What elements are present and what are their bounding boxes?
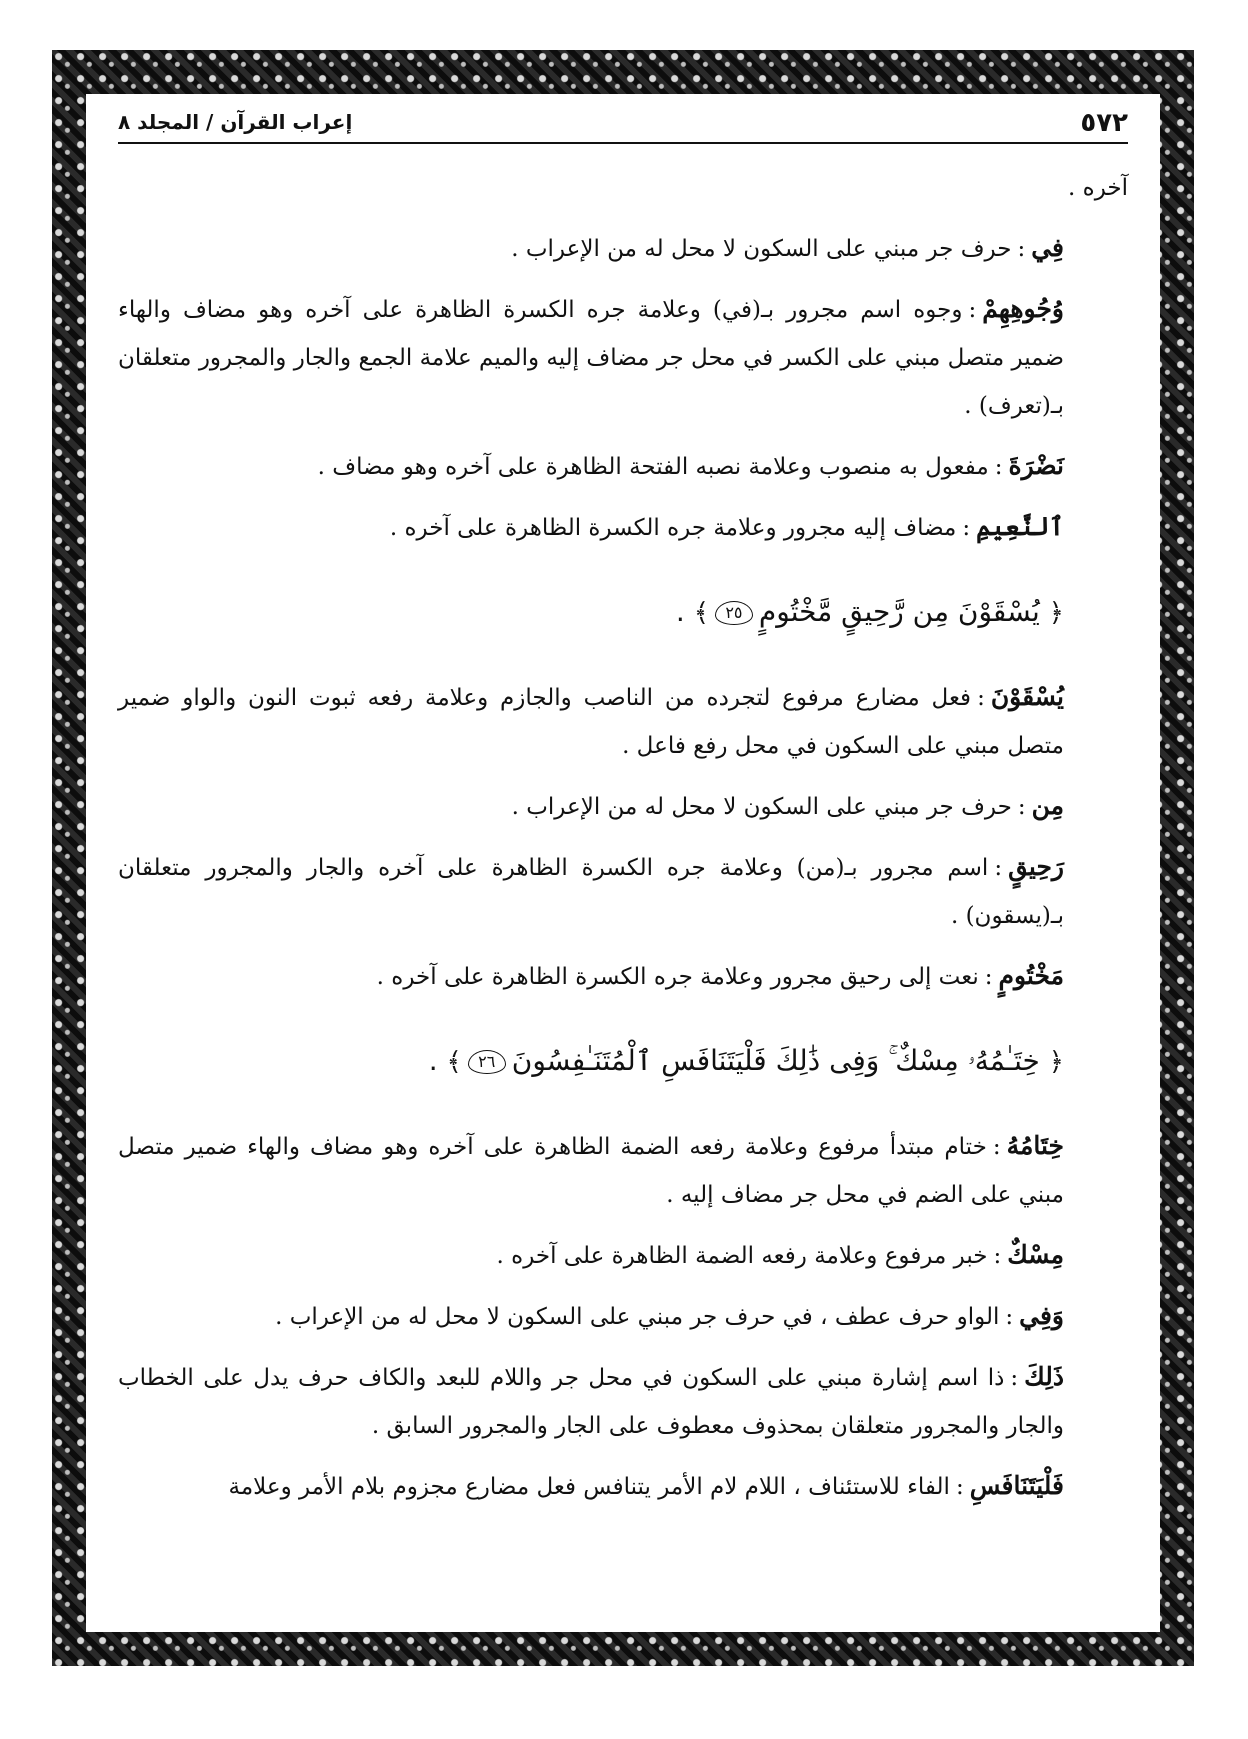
page-header [118,94,1128,144]
entry-text: خبر مرفوع وعلامة رفعه الضمة الظاهرة على آخره . [496,1243,988,1269]
entry-nadrata: نَضْرَةَ:مفعول به منصوب وعلامة نصبه الفتحة الظاهرة على آخره وهو مضاف . [317,451,1064,480]
entry-term: مَخْتُومٍ [998,961,1064,990]
entry-text: مفعول به منصوب وعلامة نصبه الفتحة الظاهرة على آخره وهو مضاف . [317,454,989,480]
entry-term: فَلْيَتَنَافَسِ [969,1471,1064,1500]
entry-text: فعل مضارع مرفوع لتجرده من الناصب والجازم وعلامة رفعه ثبوت النون والواو ضمير متصل مبني على السكون في محل رفع فاعل . [118,685,1064,759]
verse-text: خِتَـٰمُهُۥ مِسْكٌ ۚ وَفِى ذَٰلِكَ فَلْيَتَنَافَسِ ٱلْمُتَنَـٰفِسُونَ [511,1044,1040,1077]
entry-text: اسم مجرور بـ(من) وعلامة جره الكسرة الظاهرة على آخره والجار والمجرور متعلقان بـ(يسقون) . [118,855,1064,929]
entry-term: وَفِي [1019,1301,1064,1330]
entry-term: يُسْقَوْنَ [990,682,1064,711]
entry-term: ذَلِكَ [1024,1362,1064,1391]
entry-wafi: وَفِي:الواو حرف عطف ، في حرف جر مبني على السكون لا محل له من الإعراب . [275,1301,1064,1330]
entry-text: حرف جر مبني على السكون لا محل له من الإعراب . [511,794,1012,820]
verse-open-bracket: ﴿ [1048,1047,1064,1077]
header-rule [118,142,1128,144]
quran-verse-25: ﴿ يُسْقَوْنَ مِن رَّحِيقٍ مَّخْتُومٍ٢٥﴾ . [675,595,1064,628]
page-number: ٥٧٢ [1080,108,1128,138]
entry-term: نَضْرَةَ [1008,451,1064,480]
verse-text: يُسْقَوْنَ مِن رَّحِيقٍ مَّخْتُومٍ [758,595,1040,628]
paragraph: آخره . [1068,175,1128,201]
running-title: إعراب القرآن / المجلد ٨ [118,110,353,134]
entry-khitamuhu: خِتَامُهُ:ختام مبتدأ مرفوع وعلامة رفعه الضمة الظاهرة على آخره وهو مضاف والهاء ضمير متصل مبني على الضم في محل جر مضاف إليه . [118,1131,1064,1208]
entry-text: نعت إلى رحيق مجرور وعلامة جره الكسرة الظاهرة على آخره . [376,964,979,990]
entry-fi: فِي:حرف جر مبني على السكون لا محل له من الإعراب . [511,233,1064,262]
verse-open-bracket: ﴿ [1048,598,1064,628]
entry-text: ذا اسم إشارة مبني على السكون في محل جر واللام للبعد والكاف حرف يدل على الخطاب والجار والمجرور متعلقان بمحذوف معطوف على الجار والمجرور السابق . [118,1365,1064,1439]
verse-close-bracket: ﴾ [693,598,709,628]
entry-text: مضاف إليه مجرور وعلامة جره الكسرة الظاهرة على آخره . [389,515,957,541]
entry-min: مِن:حرف جر مبني على السكون لا محل له من الإعراب . [511,791,1064,820]
ayah-number-marker: ٢٦ [468,1050,506,1074]
entry-text: حرف جر مبني على السكون لا محل له من الإعراب . [511,236,1012,262]
entry-term: فِي [1031,233,1064,262]
entry-term: مِسْكٌ [1007,1240,1064,1269]
entry-text: الواو حرف عطف ، في حرف جر مبني على السكون لا محل له من الإعراب . [275,1304,1000,1330]
entry-text: وجوه اسم مجرور بـ(في) وعلامة جره الكسرة الظاهرة على آخره وهو مضاف والهاء ضمير متصل مبني على الكسر في محل جر مضاف إليه والميم علامة الجمع والجار والمجرور متعلقان بـ(تعرف) . [118,297,1064,419]
page-body [118,144,1128,1511]
entry-term: رَحِيقٍ [1008,852,1064,881]
verse-close-bracket: ﴾ [446,1047,462,1077]
entry-dhalika: ذَلِكَ:ذا اسم إشارة مبني على السكون في محل جر واللام للبعد والكاف حرف يدل على الخطاب والجار والمجرور متعلقان بمحذوف معطوف على الجار والمجرور السابق . [118,1362,1064,1439]
entry-text: ختام مبتدأ مرفوع وعلامة رفعه الضمة الظاهرة على آخره وهو مضاف والهاء ضمير متصل مبني على الضم في محل جر مضاف إليه . [118,1134,1064,1208]
entry-falyatanafas: فَلْيَتَنَافَسِ:الفاء للاستئناف ، اللام لام الأمر يتنافس فعل مضارع مجزوم بلام الأمر وعلامة [228,1471,1064,1500]
entry-annaim: ٱلنَّعِيمِ:مضاف إليه مجرور وعلامة جره الكسرة الظاهرة على آخره . [389,512,1064,541]
entry-wujuhihim: وُجُوهِهِمْ:وجوه اسم مجرور بـ(في) وعلامة جره الكسرة الظاهرة على آخره وهو مضاف والهاء ضمير متصل مبني على الكسر في محل جر مضاف إليه والميم علامة الجمع والجار والمجرور متعلقان بـ(تعرف) . [118,294,1064,419]
quran-verse-26: ﴿ خِتَـٰمُهُۥ مِسْكٌ ۚ وَفِى ذَٰلِكَ فَلْيَتَنَافَسِ ٱلْمُتَنَـٰفِسُونَ٢٦﴾ . [428,1044,1064,1077]
entry-term: مِن [1031,791,1064,820]
entry-text: الفاء للاستئناف ، اللام لام الأمر يتنافس فعل مضارع مجزوم بلام الأمر وعلامة [228,1474,950,1500]
ayah-number-marker: ٢٥ [715,601,753,625]
entry-makhtum: مَخْتُومٍ:نعت إلى رحيق مجرور وعلامة جره الكسرة الظاهرة على آخره . [376,961,1064,990]
entry-term: خِتَامُهُ [1006,1131,1064,1160]
entry-miskun: مِسْكٌ:خبر مرفوع وعلامة رفعه الضمة الظاهرة على آخره . [496,1240,1064,1269]
entry-term: وُجُوهِهِمْ [982,294,1064,323]
entry-yusqawna: يُسْقَوْنَ:فعل مضارع مرفوع لتجرده من الناصب والجازم وعلامة رفعه ثبوت النون والواو ضمير متصل مبني على السكون في محل رفع فاعل . [118,682,1064,759]
entry-rahiq: رَحِيقٍ:اسم مجرور بـ(من) وعلامة جره الكسرة الظاهرة على آخره والجار والمجرور متعلقان بـ(يسقون) . [118,852,1064,929]
entry-term: ٱلنَّعِيمِ [976,512,1064,541]
page [86,94,1160,1632]
